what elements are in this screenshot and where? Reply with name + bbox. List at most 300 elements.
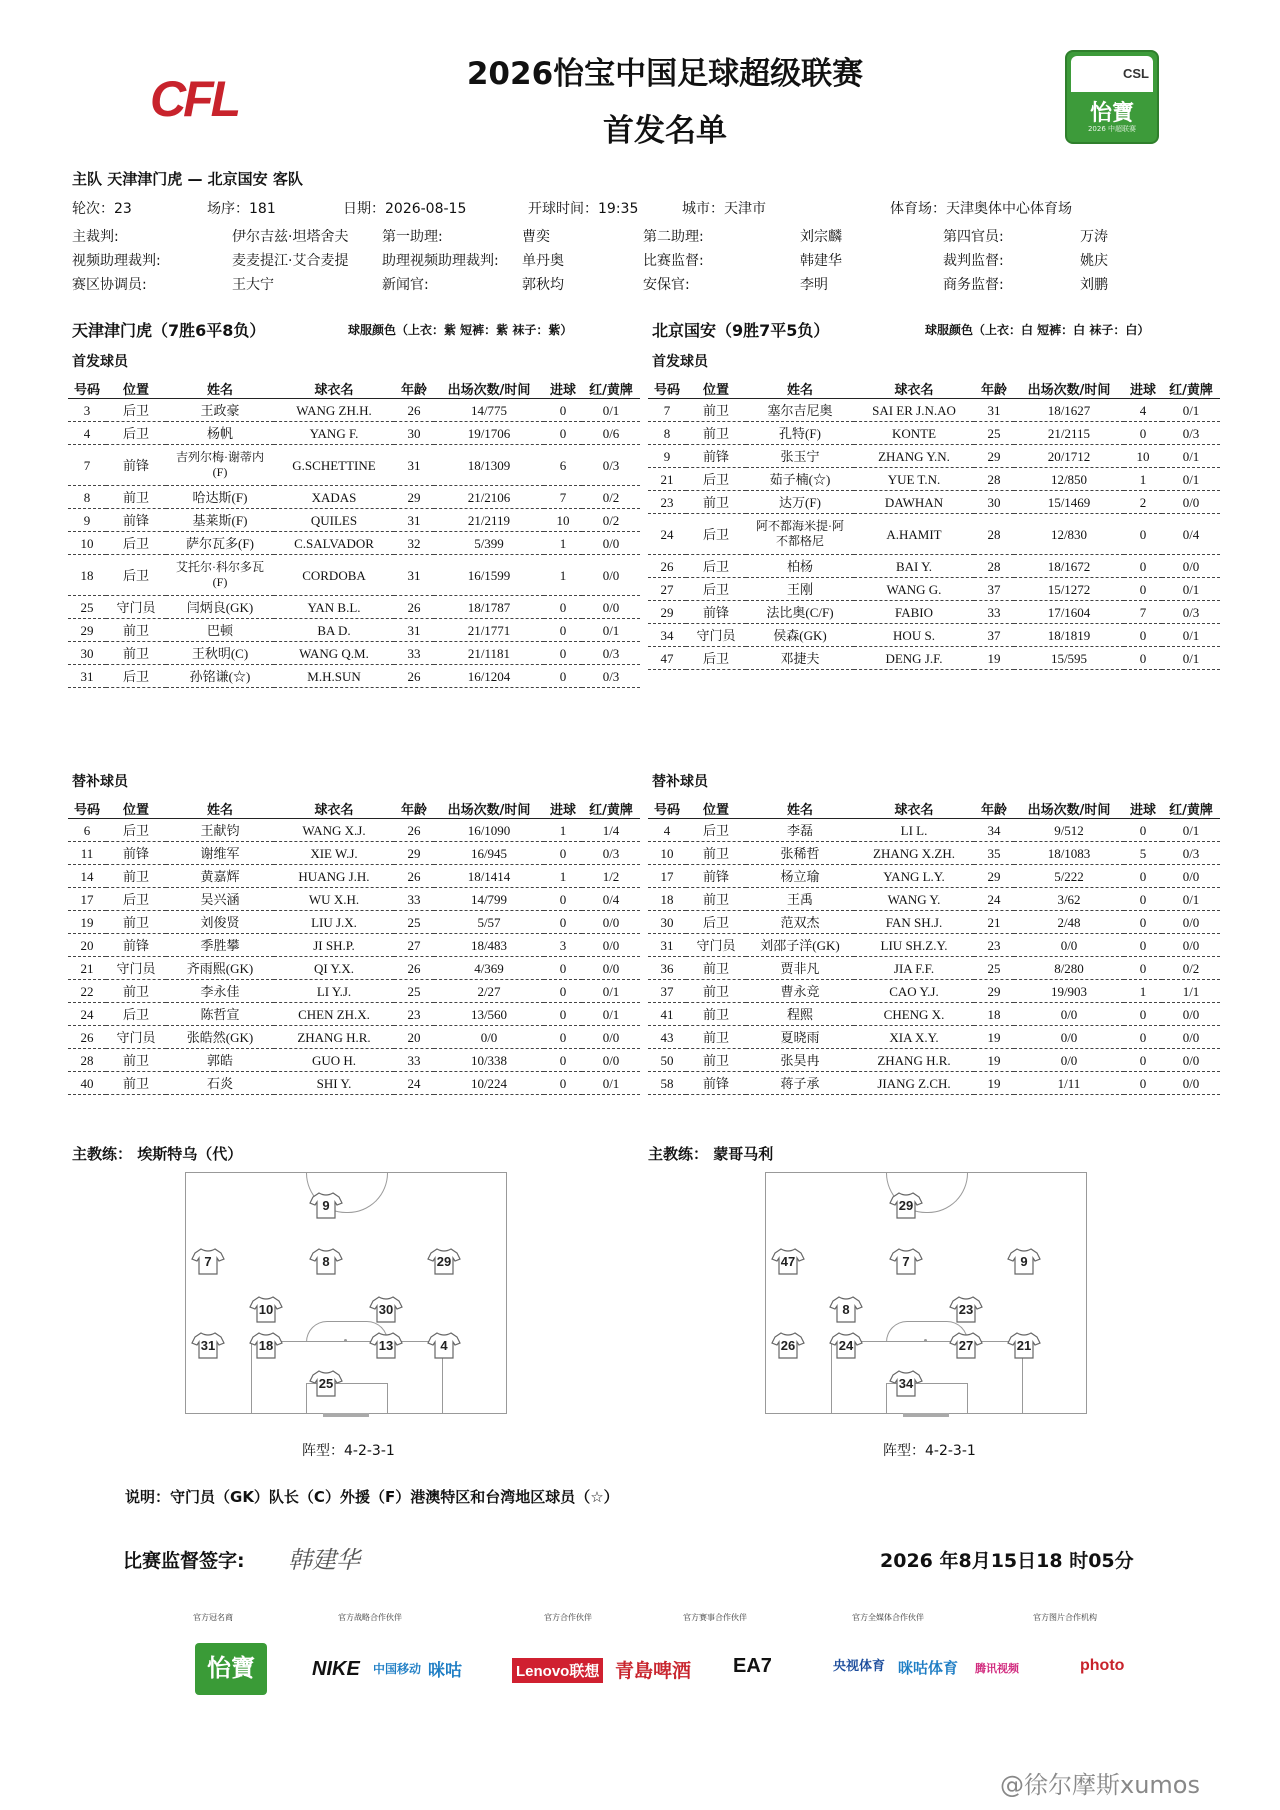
home-coach: 主教练： 埃斯特乌（代） — [72, 1145, 243, 1163]
table-cell: 茹子楠(☆) — [746, 468, 854, 491]
table-cell: 0/0 — [582, 1049, 640, 1072]
table-cell: HUANG J.H. — [274, 865, 394, 888]
table-row — [68, 555, 640, 596]
table-cell: 18 — [974, 1003, 1014, 1026]
column-header: 红/黄牌 — [582, 798, 640, 819]
table-cell: 21 — [648, 468, 686, 491]
table-cell: 10 — [68, 532, 106, 555]
table-cell: 0/0 — [582, 1026, 640, 1049]
official-role: 安保官: — [643, 277, 690, 293]
table-cell: 32 — [394, 532, 434, 555]
table-cell: 26 — [394, 596, 434, 619]
sponsor-logo-migu-sports: 咪咕体育 — [898, 1660, 959, 1677]
table-cell: 33 — [394, 642, 434, 665]
table-cell: 19 — [974, 1072, 1014, 1095]
table-cell: M.H.SUN — [274, 665, 394, 688]
table-cell: 1/11 — [1014, 1072, 1124, 1095]
column-header: 红/黄牌 — [1162, 378, 1220, 399]
table-cell: 0/3 — [582, 642, 640, 665]
table-cell: 0 — [1124, 555, 1162, 578]
home-starters-label: 首发球员 — [72, 354, 128, 370]
table-cell: 王秋明(C) — [166, 642, 274, 665]
table-row — [648, 888, 1220, 911]
table-cell: 前卫 — [686, 1003, 746, 1026]
table-cell: 31 — [974, 399, 1014, 422]
table-row — [648, 957, 1220, 980]
table-cell: C.SALVADOR — [274, 532, 394, 555]
table-cell: 28 — [974, 555, 1014, 578]
table-cell: YANG L.Y. — [854, 865, 974, 888]
table-cell: LI L. — [854, 819, 974, 842]
table-cell: 0/1 — [582, 1072, 640, 1095]
column-header: 进球 — [544, 798, 582, 819]
table-cell: 巴顿 — [166, 619, 274, 642]
table-cell: 前锋 — [106, 445, 166, 486]
table-cell: 1/1 — [1162, 980, 1220, 1003]
table-cell: 29 — [974, 980, 1014, 1003]
table-cell: 0 — [1124, 1026, 1162, 1049]
table-row — [68, 532, 640, 555]
table-cell: 0/3 — [1162, 842, 1220, 865]
table-cell: JIANG Z.CH. — [854, 1072, 974, 1095]
player-shirt-icon: 27 — [949, 1331, 983, 1359]
table-cell: 0/1 — [1162, 819, 1220, 842]
table-cell: 吴兴涵 — [166, 888, 274, 911]
table-cell: 后卫 — [686, 819, 746, 842]
table-row — [648, 399, 1220, 422]
table-cell: 31 — [394, 619, 434, 642]
table-cell: 前卫 — [686, 399, 746, 422]
table-cell: 7 — [68, 445, 106, 486]
table-cell: YAN B.L. — [274, 596, 394, 619]
table-cell: 0/0 — [1014, 1026, 1124, 1049]
table-cell: 28 — [974, 468, 1014, 491]
table-cell: KONTE — [854, 422, 974, 445]
table-cell: 4/369 — [434, 957, 544, 980]
table-row — [648, 1072, 1220, 1095]
table-cell: 0 — [544, 911, 582, 934]
column-header: 姓名 — [746, 798, 854, 819]
column-header: 球衣名 — [274, 798, 394, 819]
table-cell: 31 — [394, 555, 434, 596]
table-cell: 2/48 — [1014, 911, 1124, 934]
table-cell: 29 — [648, 601, 686, 624]
table-cell: 23 — [394, 1003, 434, 1026]
watermark: @徐尔摩斯xumos — [1000, 1771, 1200, 1799]
column-header: 号码 — [68, 378, 106, 399]
table-cell: 前卫 — [686, 842, 746, 865]
table-cell: 前卫 — [106, 619, 166, 642]
table-cell: 后卫 — [106, 819, 166, 842]
official-name: 刘宗麟 — [800, 229, 842, 245]
sponsor-logo-yibao: 怡寶 — [195, 1643, 267, 1695]
table-cell: 0/0 — [1014, 934, 1124, 957]
column-header: 姓名 — [746, 378, 854, 399]
table-cell: DENG J.F. — [854, 647, 974, 670]
table-cell: 20 — [394, 1026, 434, 1049]
column-header: 出场次数/时间 — [434, 798, 544, 819]
table-cell: DAWHAN — [854, 491, 974, 514]
table-cell: 闫炳良(GK) — [166, 596, 274, 619]
away-team-record: 北京国安（9胜7平5负） — [652, 321, 830, 340]
table-cell: 37 — [974, 578, 1014, 601]
table-cell: 21 — [68, 957, 106, 980]
table-cell: 后卫 — [106, 399, 166, 422]
table-cell: 33 — [394, 888, 434, 911]
table-cell: BA D. — [274, 619, 394, 642]
table-cell: 23 — [974, 934, 1014, 957]
table-cell: 黄嘉辉 — [166, 865, 274, 888]
table-cell: 31 — [394, 509, 434, 532]
table-cell: 0/0 — [1162, 491, 1220, 514]
table-cell: 19 — [974, 1049, 1014, 1072]
sponsor-logo-ea7: EA7 — [733, 1655, 772, 1677]
table-cell: 0 — [544, 980, 582, 1003]
table-cell: 24 — [974, 888, 1014, 911]
table-row — [648, 514, 1220, 555]
table-cell: 0 — [544, 665, 582, 688]
table-row — [648, 578, 1220, 601]
table-row — [648, 1026, 1220, 1049]
table-cell: 35 — [974, 842, 1014, 865]
table-cell: 5/57 — [434, 911, 544, 934]
table-cell: FAN SH.J. — [854, 911, 974, 934]
table-cell: LIU SH.Z.Y. — [854, 934, 974, 957]
table-cell: 艾托尔·科尔多瓦(F) — [166, 555, 274, 596]
table-cell: 20 — [68, 934, 106, 957]
table-cell: 0/6 — [582, 422, 640, 445]
table-row — [648, 911, 1220, 934]
table-cell: 哈达斯(F) — [166, 486, 274, 509]
table-cell: 33 — [974, 601, 1014, 624]
table-cell: 21/1181 — [434, 642, 544, 665]
table-cell: WANG X.J. — [274, 819, 394, 842]
table-row — [68, 888, 640, 911]
table-cell: 0/3 — [1162, 422, 1220, 445]
table-cell: 30 — [648, 911, 686, 934]
official-role: 新闻官: — [382, 277, 429, 293]
table-cell: 陈哲宣 — [166, 1003, 274, 1026]
table-cell: 19 — [974, 647, 1014, 670]
table-cell: 1/4 — [582, 819, 640, 842]
sponsor-category-label: 官方全媒体合作伙伴 — [852, 1613, 924, 1622]
home-formation-pitch — [185, 1172, 507, 1414]
table-cell: BAI Y. — [854, 555, 974, 578]
player-shirt-icon: 24 — [829, 1331, 863, 1359]
table-cell: 1 — [544, 865, 582, 888]
table-cell: 10/338 — [434, 1049, 544, 1072]
table-cell: 4 — [68, 422, 106, 445]
table-cell: 守门员 — [106, 596, 166, 619]
table-cell: 1 — [544, 819, 582, 842]
table-cell: 王刚 — [746, 578, 854, 601]
table-cell: 0 — [1124, 911, 1162, 934]
table-cell: 24 — [648, 514, 686, 555]
table-cell: 1 — [1124, 468, 1162, 491]
table-header-row — [68, 378, 640, 399]
table-cell: 21 — [974, 911, 1014, 934]
table-cell: 前锋 — [686, 865, 746, 888]
table-cell: JIA F.F. — [854, 957, 974, 980]
table-cell: 16/1204 — [434, 665, 544, 688]
table-cell: 孔特(F) — [746, 422, 854, 445]
table-cell: 9 — [68, 509, 106, 532]
table-cell: 26 — [68, 1026, 106, 1049]
table-row — [648, 624, 1220, 647]
table-row — [68, 934, 640, 957]
table-cell: 37 — [648, 980, 686, 1003]
official-name: 麦麦提江·艾合麦提 — [232, 253, 349, 269]
player-shirt-icon: 8 — [309, 1247, 343, 1275]
table-cell: 邓捷夫 — [746, 647, 854, 670]
column-header: 姓名 — [166, 378, 274, 399]
table-cell: 1 — [1124, 980, 1162, 1003]
table-cell: LI Y.J. — [274, 980, 394, 1003]
official-role: 助理视频助理裁判: — [382, 253, 499, 269]
table-cell: 0 — [1124, 1072, 1162, 1095]
sponsor-logo-photo: photo — [1080, 1657, 1125, 1674]
table-cell: 前卫 — [106, 865, 166, 888]
table-cell: 后卫 — [106, 1003, 166, 1026]
table-row — [648, 468, 1220, 491]
table-cell: 刘邵子洋(GK) — [746, 934, 854, 957]
table-cell: 21/2115 — [1014, 422, 1124, 445]
home-subs-label: 替补球员 — [72, 774, 128, 790]
table-cell: 前卫 — [686, 1049, 746, 1072]
table-cell: JI SH.P. — [274, 934, 394, 957]
column-header: 年龄 — [974, 378, 1014, 399]
table-cell: 7 — [544, 486, 582, 509]
table-cell: 21/2119 — [434, 509, 544, 532]
column-header: 位置 — [686, 798, 746, 819]
table-cell: 0 — [544, 1072, 582, 1095]
column-header: 球衣名 — [854, 798, 974, 819]
official-name: 郭秋均 — [522, 277, 564, 293]
table-row — [648, 555, 1220, 578]
table-cell: 0/0 — [1162, 1026, 1220, 1049]
table-row — [68, 819, 640, 842]
table-cell: 柏杨 — [746, 555, 854, 578]
table-cell: 曹永竞 — [746, 980, 854, 1003]
table-cell: 0/1 — [1162, 888, 1220, 911]
player-shirt-icon: 25 — [309, 1369, 343, 1397]
table-cell: 达万(F) — [746, 491, 854, 514]
table-cell: LIU J.X. — [274, 911, 394, 934]
table-cell: 后卫 — [106, 422, 166, 445]
table-cell: 19/903 — [1014, 980, 1124, 1003]
table-cell: 0/1 — [582, 1003, 640, 1026]
table-cell: 0/2 — [1162, 957, 1220, 980]
table-cell: 前锋 — [686, 601, 746, 624]
official-role: 裁判监督: — [943, 253, 1004, 269]
table-cell: 0/0 — [1162, 934, 1220, 957]
table-cell: 0 — [544, 422, 582, 445]
table-cell: 后卫 — [686, 911, 746, 934]
table-cell: 18 — [68, 555, 106, 596]
table-cell: ZHANG H.R. — [274, 1026, 394, 1049]
table-cell: 0 — [1124, 865, 1162, 888]
table-cell: 0 — [1124, 888, 1162, 911]
column-header: 球衣名 — [854, 378, 974, 399]
table-cell: 26 — [394, 957, 434, 980]
player-shirt-icon: 47 — [771, 1247, 805, 1275]
player-shirt-icon: 26 — [771, 1331, 805, 1359]
table-cell: 0/0 — [582, 911, 640, 934]
table-cell: 16/945 — [434, 842, 544, 865]
column-header: 红/黄牌 — [582, 378, 640, 399]
table-cell: 前卫 — [686, 888, 746, 911]
table-row — [68, 1026, 640, 1049]
column-header: 姓名 — [166, 798, 274, 819]
home-kit-colors: 球服颜色（上衣：紫 短裤：紫 袜子：紫） — [348, 323, 573, 337]
table-cell: 0/1 — [1162, 445, 1220, 468]
table-cell: 0/0 — [582, 532, 640, 555]
table-cell: 1 — [544, 555, 582, 596]
table-cell: 19/1706 — [434, 422, 544, 445]
table-cell: 0 — [544, 399, 582, 422]
table-cell: 0/0 — [582, 957, 640, 980]
table-cell: 41 — [648, 1003, 686, 1026]
table-cell: 0 — [1124, 934, 1162, 957]
home-formation-label: 阵型：4-2-3-1 — [302, 1443, 395, 1459]
table-cell: 28 — [974, 514, 1014, 555]
official-role: 赛区协调员: — [72, 277, 147, 293]
player-shirt-icon: 18 — [249, 1331, 283, 1359]
table-row — [68, 1072, 640, 1095]
table-cell: 基莱斯(F) — [166, 509, 274, 532]
table-cell: 27 — [648, 578, 686, 601]
table-cell: 范双杰 — [746, 911, 854, 934]
table-cell: 2/27 — [434, 980, 544, 1003]
column-header: 进球 — [544, 378, 582, 399]
table-cell: 0/0 — [434, 1026, 544, 1049]
table-cell: 0 — [544, 596, 582, 619]
sponsor-category-label: 官方赛事合作伙伴 — [683, 1613, 747, 1622]
away-subs-label: 替补球员 — [652, 774, 708, 790]
table-cell: 0/1 — [1162, 647, 1220, 670]
away-formation-pitch — [765, 1172, 1087, 1414]
table-cell: 0 — [1124, 514, 1162, 555]
table-cell: 0 — [544, 1049, 582, 1072]
home-starters-table — [68, 378, 640, 688]
home-team-record: 天津津门虎（7胜6平8负） — [72, 321, 266, 340]
table-cell: 8/280 — [1014, 957, 1124, 980]
table-cell: 4 — [648, 819, 686, 842]
table-row — [68, 596, 640, 619]
table-cell: 26 — [394, 819, 434, 842]
sponsor-logo-tencent-video: 腾讯视频 — [975, 1663, 1019, 1675]
table-cell: 守门员 — [106, 1026, 166, 1049]
table-cell: 前卫 — [106, 642, 166, 665]
column-header: 进球 — [1124, 798, 1162, 819]
official-name: 姚庆 — [1080, 253, 1108, 269]
sponsor-logo-china-mobile: 中国移动 — [373, 1662, 422, 1676]
table-cell: CHEN ZH.X. — [274, 1003, 394, 1026]
table-cell: 14 — [68, 865, 106, 888]
table-cell: 夏晓雨 — [746, 1026, 854, 1049]
table-cell: 34 — [974, 819, 1014, 842]
table-cell: 1 — [544, 532, 582, 555]
table-cell: 18/1787 — [434, 596, 544, 619]
table-cell: 王禹 — [746, 888, 854, 911]
column-header: 出场次数/时间 — [1014, 378, 1124, 399]
away-starters-table — [648, 378, 1220, 670]
signature-image: 韩建华 — [288, 1546, 360, 1574]
table-cell: 18/1414 — [434, 865, 544, 888]
table-cell: 李永佳 — [166, 980, 274, 1003]
table-row — [68, 911, 640, 934]
table-cell: 24 — [394, 1072, 434, 1095]
table-cell: 阿不都海米提·阿不都格尼 — [746, 514, 854, 555]
table-cell: 18/1309 — [434, 445, 544, 486]
table-row — [68, 957, 640, 980]
table-cell: 15/1469 — [1014, 491, 1124, 514]
table-cell: 3 — [68, 399, 106, 422]
table-cell: 25 — [68, 596, 106, 619]
table-cell: 0/3 — [582, 842, 640, 865]
table-cell: 0/1 — [1162, 468, 1220, 491]
table-cell: YUE T.N. — [854, 468, 974, 491]
table-cell: 8 — [68, 486, 106, 509]
table-cell: 0/1 — [1162, 624, 1220, 647]
table-row — [648, 422, 1220, 445]
table-cell: 18/1627 — [1014, 399, 1124, 422]
table-cell: 程熙 — [746, 1003, 854, 1026]
date-info: 日期：2026-08-15 — [343, 201, 467, 217]
sponsor-logo-migu: 咪咕 — [428, 1661, 462, 1680]
table-cell: SAI ER J.N.AO — [854, 399, 974, 422]
table-row — [68, 399, 640, 422]
column-header: 号码 — [648, 798, 686, 819]
table-cell: 0/0 — [1162, 911, 1220, 934]
table-cell: 19 — [68, 911, 106, 934]
table-cell: 1/2 — [582, 865, 640, 888]
table-cell: 33 — [394, 1049, 434, 1072]
player-shirt-icon: 30 — [369, 1295, 403, 1323]
table-cell: 0/1 — [1162, 399, 1220, 422]
player-shirt-icon: 29 — [427, 1247, 461, 1275]
table-cell: 王献钧 — [166, 819, 274, 842]
sponsor-logo-cctv-sports: 央视体育 — [833, 1658, 886, 1673]
table-cell: 0/1 — [582, 980, 640, 1003]
table-cell: 张稀哲 — [746, 842, 854, 865]
table-cell: 14/799 — [434, 888, 544, 911]
table-row — [68, 509, 640, 532]
table-cell: 58 — [648, 1072, 686, 1095]
table-cell: CAO Y.J. — [854, 980, 974, 1003]
table-row — [648, 647, 1220, 670]
table-cell: 0/0 — [582, 555, 640, 596]
table-row — [68, 422, 640, 445]
sponsor-category-label: 官方合作伙伴 — [544, 1613, 592, 1622]
table-cell: 蒋子承 — [746, 1072, 854, 1095]
table-cell: CHENG X. — [854, 1003, 974, 1026]
table-cell: 杨帆 — [166, 422, 274, 445]
table-cell: 18/1672 — [1014, 555, 1124, 578]
table-cell: 前锋 — [106, 842, 166, 865]
table-row — [68, 842, 640, 865]
table-cell: 25 — [974, 957, 1014, 980]
table-cell: A.HAMIT — [854, 514, 974, 555]
table-cell: 前锋 — [686, 1072, 746, 1095]
table-cell: 0/3 — [582, 445, 640, 486]
round-info: 轮次：23 — [72, 201, 132, 217]
column-header: 红/黄牌 — [1162, 798, 1220, 819]
column-header: 球衣名 — [274, 378, 394, 399]
table-cell: FABIO — [854, 601, 974, 624]
table-cell: 9 — [648, 445, 686, 468]
table-cell: 10 — [544, 509, 582, 532]
